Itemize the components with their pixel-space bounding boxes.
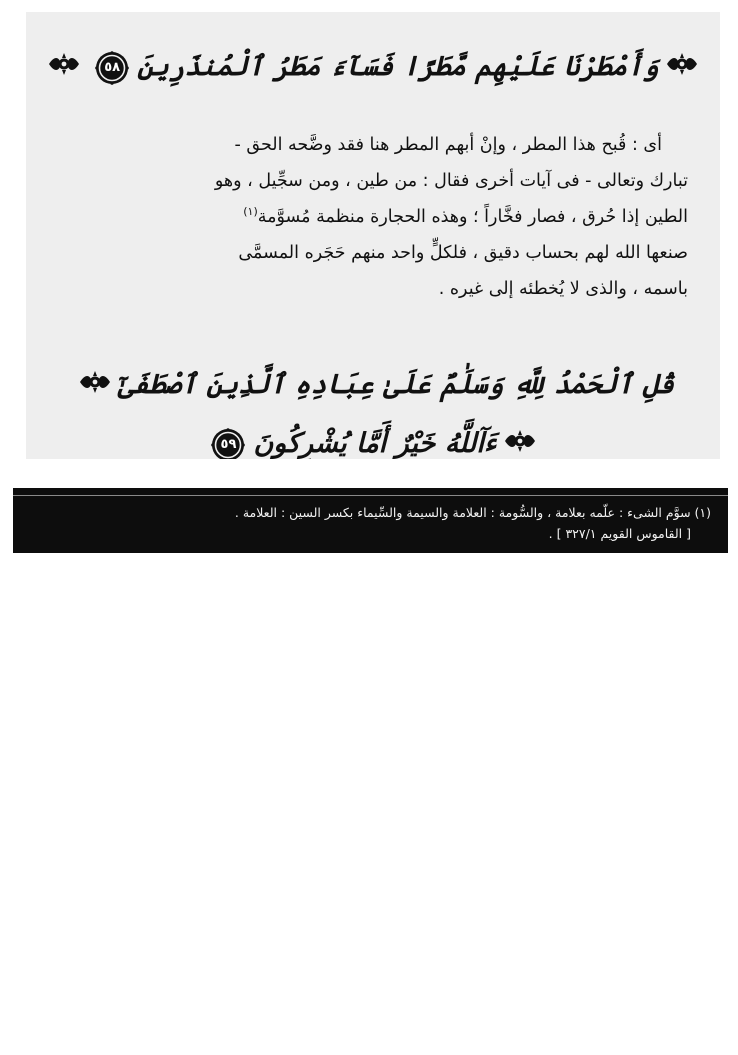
verse-ayah-59 bbox=[26, 424, 720, 459]
floral-ornament-icon bbox=[503, 425, 537, 459]
footnote-divider bbox=[13, 495, 728, 496]
verse-text: ءَآللَّهُ خَيْرٌ أَمَّا يُشْرِكُونَ bbox=[253, 428, 497, 459]
footnote-line: (١) سوَّم الشىء : علّمه بعلامة ، والسُّومة : العلامة والسيمة والسِّيماء بكسر السين : العلامة . bbox=[234, 505, 711, 520]
footnote-text bbox=[23, 502, 711, 544]
verse-closing-line-1 bbox=[26, 365, 720, 406]
commentary-line: تبارك وتعالى - فى آيات أخرى فقال : من طين ، ومن سجِّيل ، وهو bbox=[214, 171, 688, 191]
floral-ornament-icon bbox=[78, 366, 112, 406]
commentary-paragraph bbox=[58, 127, 688, 307]
verse-text: وَأَمْطَرْنَا عَلَيْهِم مَّطَرًا فَسَآءَ مَطَرُ ٱلْمُنذَرِينَ bbox=[137, 51, 659, 83]
ayah-number-rosette-icon bbox=[211, 428, 245, 459]
commentary-line bbox=[58, 199, 688, 235]
scanned-page-region bbox=[26, 12, 720, 459]
ayah-number-rosette-icon bbox=[95, 51, 129, 85]
footnote-line: [ القاموس القويم ٣٢٧/١ ] . bbox=[548, 526, 691, 541]
verse-ayah-58 bbox=[26, 47, 720, 88]
footnote-reference: (١) bbox=[243, 205, 258, 219]
ayah-number: ٥٩ bbox=[220, 436, 237, 452]
ayah-number: ٥٨ bbox=[104, 59, 121, 75]
commentary-line-text: الطين إذا حُرق ، فصار فخَّاراً ؛ وهذه الحجارة منظمة مُسوَّمة bbox=[257, 207, 688, 227]
floral-ornament-icon bbox=[665, 48, 699, 88]
footnote-region bbox=[13, 488, 728, 553]
commentary-line: باسمه ، والذى لا يُخطئه إلى غيره . bbox=[438, 279, 688, 299]
verse-text: قُلِ ٱلْحَمْدُ لِلَّهِ وَسَلَٰمٌ عَلَىٰ عِبَادِهِ ٱلَّذِينَ ٱصْطَفَىٰٓ bbox=[117, 369, 675, 401]
commentary-line: صنعها الله لهم بحساب دقيق ، فلكلٍّ واحد منهم حَجَره المسمَّى bbox=[238, 243, 688, 263]
commentary-line: أى : قُبح هذا المطر ، وإنْ أبهم المطر هنا فقد وضَّحه الحق - bbox=[234, 135, 662, 155]
floral-ornament-icon bbox=[47, 48, 81, 88]
